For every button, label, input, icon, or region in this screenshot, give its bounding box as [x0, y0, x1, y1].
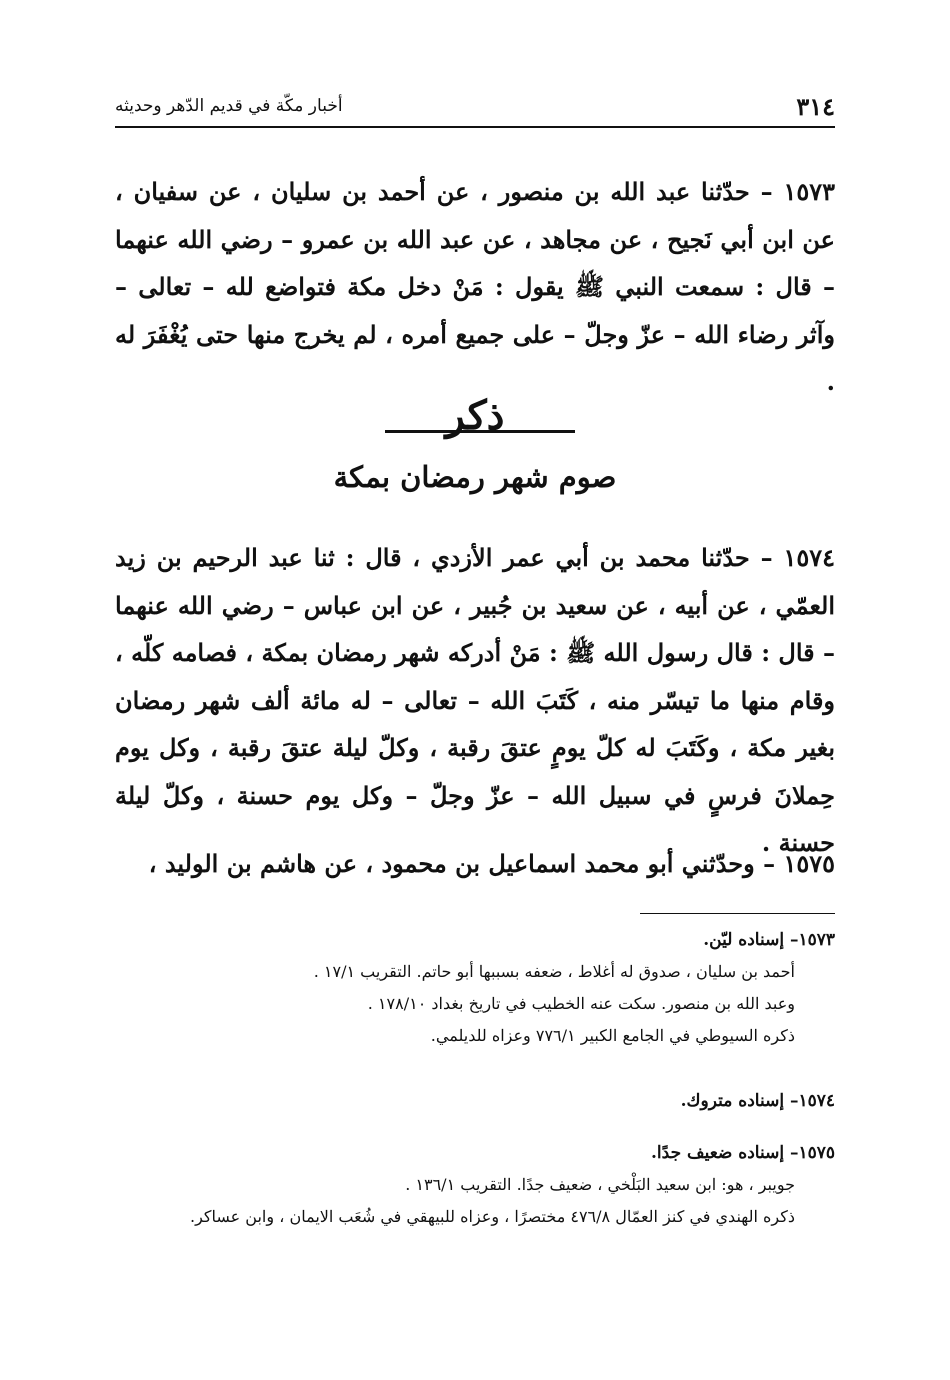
footnote-1575	[115, 1137, 835, 1233]
footnote-heading: ١٥٧٥– إسناده ضعيف جدًا.	[651, 1143, 835, 1163]
section-subtitle: صوم شهر رمضان بمكة	[333, 460, 617, 494]
paragraph-1573: ١٥٧٣ – حدّثنا عبد الله بن منصور ، عن أحمد بن سليان ، عن سفيان ، عن ابن أبي نَجيح ، عن مجاهد ، عن عبد الله بن عمرو – رضي الله عنهما – قال : سمعت النبي ﷺ يقول : مَنْ دخل مكة فتواضع لله – تعالى – وآثر رضاء الله – عزّ وجلّ – على جميع أمره ، لم يخرج منها حتى يُغْفَرَ له .	[115, 177, 835, 396]
footnote-line: ذكره الهندي في كنز العمّال ٤٧٦/٨ مختصرًا ، وعزاه للبيهقي في شُعَب الايمان ، وابن عساكر.	[189, 1207, 795, 1226]
footnote-line: أحمد بن سليان ، صدوق له أغلاط ، ضعفه بسببها أبو حاتم. التقريب ١٧/١ .	[313, 962, 795, 981]
paragraph-1574: ١٥٧٤ – حدّثنا محمد بن أبي عمر الأزدي ، قال : ثنا عبد الرحيم بن زيد العمّي ، عن أبيه ، عن سعيد بن جُبير ، عن ابن عباس – رضي الله عنهما – قال : قال رسول الله ﷺ : مَنْ أدركه شهر رمضان بمكة ، فصامه كلّه ، وقام منها ما تيسّر منه ، كَتَبَ الله – تعالى – له مائة ألف شهر رمضان بغير مكة ، وكَتَبَ له كلّ يومٍ عتقَ رقبة ، وكلّ ليلة عتقَ رقبة ، وكل يوم حِملانَ فرسٍ في سبيل الله – عزّ وجلّ – وكل يوم حسنة ، وكلّ ليلة حسنة .	[115, 543, 835, 857]
section-title: ذكر	[445, 392, 505, 439]
footnote-1573	[115, 924, 835, 1052]
footnote-heading: ١٥٧٣– إسناده ليّن.	[703, 930, 835, 950]
footnote-heading: ١٥٧٤– إسناده متروك.	[680, 1091, 835, 1111]
paragraph-1575: ١٥٧٥ – وحدّثني أبو محمد اسماعيل بن محمود ، عن هاشم بن الوليد ،	[148, 849, 835, 878]
footnote-line: جويبر ، هو: ابن سعيد البَلْخي ، ضعيف جدًا. التقريب ١٣٦/١ .	[405, 1175, 795, 1194]
footnote-line: ذكره السيوطي في الجامع الكبير ٧٧٦/١ وعزاه للديلمي.	[430, 1026, 795, 1045]
header-rule	[115, 126, 835, 128]
footnote-line: وعبد الله بن منصور. سكت عنه الخطيب في تاريخ بغداد ١٧٨/١٠ .	[367, 994, 795, 1013]
page-number: ٣١٤	[796, 92, 835, 121]
page-header	[115, 92, 835, 126]
footnote-separator	[640, 913, 835, 914]
running-title: أخبار مكّة في قديم الدّهر وحديثه	[115, 96, 343, 116]
footnote-1574	[115, 1085, 835, 1117]
section-title-bar	[385, 430, 575, 433]
